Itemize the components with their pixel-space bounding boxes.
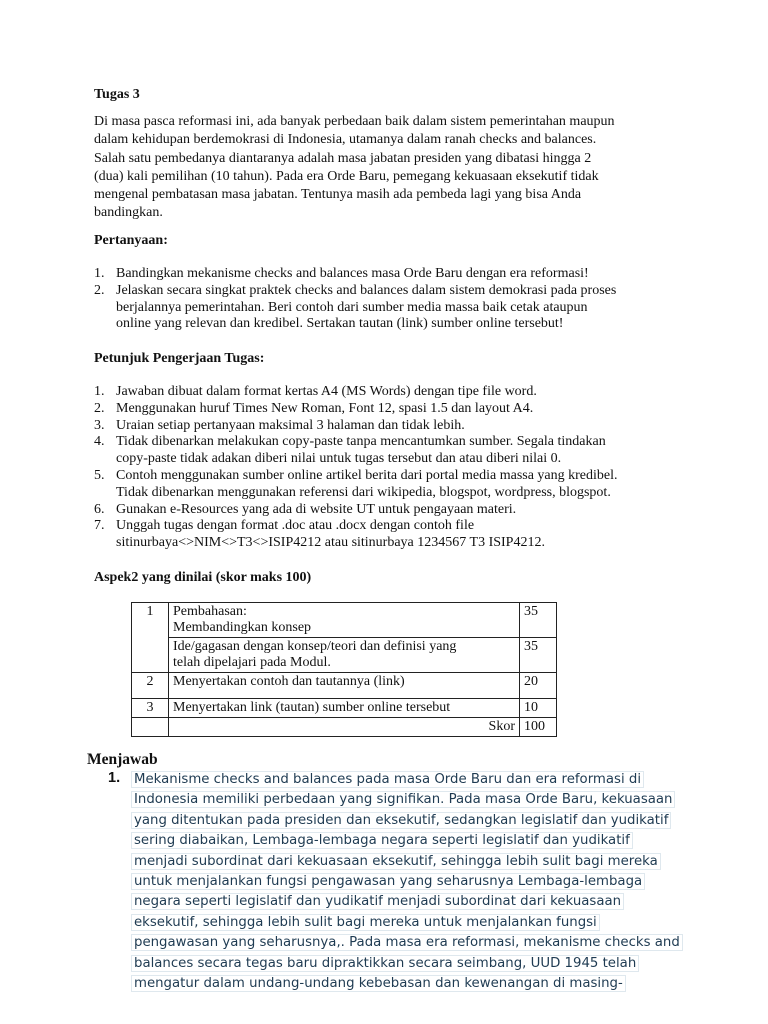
intro-line: Salah satu pembedanya diantaranya adalah masa jabatan presiden yang dibatasi hingga 2 bbox=[94, 150, 592, 166]
question-item bbox=[94, 266, 674, 283]
instruction-line: Menggunakan huruf Times New Roman, Font 12, spasi 1.5 dan layout A4. bbox=[116, 400, 534, 416]
row-description bbox=[169, 638, 520, 673]
intro-line: dalam kehidupan berdemokrasi di Indonesia, utamanya dalam ranah checks and balances. bbox=[94, 132, 597, 148]
instruction-item bbox=[94, 468, 674, 502]
answer-line bbox=[131, 831, 691, 851]
instruction-number: 6. bbox=[94, 501, 105, 517]
instruction-item bbox=[94, 434, 674, 468]
answer-line-text: yang ditentukan pada presiden dan eksekutif, sedangkan legislatif dan yudikatif bbox=[131, 812, 671, 829]
instruction-line: copy-paste tidak adakan diberi nilai untuk tugas tersebut dan atau diberi nilai 0. bbox=[116, 451, 562, 467]
answer-line-text: Mekanisme checks and balances pada masa Orde Baru dan era reformasi di bbox=[131, 771, 644, 788]
instruction-number: 4. bbox=[94, 434, 105, 450]
menjawab-heading: Menjawab bbox=[87, 751, 158, 768]
answer-line bbox=[131, 892, 691, 912]
instruction-number: 2. bbox=[94, 400, 105, 416]
answer-number: 1. bbox=[108, 770, 121, 786]
total-spacer bbox=[132, 718, 169, 737]
question-line: Jelaskan secara singkat praktek checks and balances dalam sistem demokrasi pada proses bbox=[116, 282, 617, 298]
row-number: 3 bbox=[132, 699, 169, 718]
intro-line: Di masa pasca reformasi ini, ada banyak perbedaan baik dalam sistem pemerintahan maupun bbox=[94, 114, 615, 129]
intro-paragraph bbox=[94, 113, 674, 223]
question-line: berjalannya pemerintahan. Beri contoh dari sumber media massa baik cetak ataupun bbox=[116, 299, 588, 315]
instruction-line: Contoh menggunakan sumber online artikel berita dari portal media massa yang kredibel. bbox=[116, 467, 618, 483]
intro-line: bandingkan. bbox=[94, 205, 163, 221]
instruction-number: 3. bbox=[94, 417, 105, 433]
question-number: 1. bbox=[94, 266, 105, 281]
description-line: Pembahasan: bbox=[173, 604, 247, 619]
description-line: telah dipelajari pada Modul. bbox=[173, 655, 331, 670]
question-line: online yang relevan dan kredibel. Sertakan tautan (link) sumber online tersebut! bbox=[116, 316, 564, 332]
table-row bbox=[132, 699, 557, 718]
table-row bbox=[132, 603, 557, 638]
instruction-line: Unggah tugas dengan format .doc atau .docx dengan contoh file bbox=[116, 518, 475, 534]
answer-line-text: mengatur dalam undang-undang kebebasan dan kewenangan di masing- bbox=[131, 975, 626, 992]
instruction-line: Tidak dibenarkan menggunakan referensi dari wikipedia, blogspot, wordpress, blogspot. bbox=[116, 484, 611, 500]
instruction-number: 5. bbox=[94, 467, 105, 483]
row-score: 20 bbox=[520, 673, 557, 699]
instruction-line: Uraian setiap pertanyaan maksimal 3 halaman dan tidak lebih. bbox=[116, 417, 465, 433]
answer-line-text: sering diabaikan, Lembaga-lembaga negara seperti legislatif dan yudikatif bbox=[131, 832, 633, 849]
instruction-number: 7. bbox=[94, 518, 105, 534]
instruction-item bbox=[94, 384, 674, 401]
instruction-item bbox=[94, 502, 674, 519]
instruction-item bbox=[94, 418, 674, 435]
answer-line bbox=[131, 811, 691, 831]
answer-line-text: balances secara tegas baru dipraktikkan secara seimbang, UUD 1945 telah bbox=[131, 955, 639, 972]
question-list bbox=[94, 266, 674, 333]
answer-line-text: Indonesia memiliki perbedaan yang signifikan. Pada masa Orde Baru, kekuasaan bbox=[131, 791, 675, 808]
row-score: 10 bbox=[520, 699, 557, 718]
answer-line bbox=[131, 974, 691, 994]
pertanyaan-heading: Pertanyaan: bbox=[94, 233, 168, 248]
answer-line-text: untuk menjalankan fungsi pengawasan yang seharusnya Lembaga-lembaga bbox=[131, 873, 645, 890]
answer-line bbox=[131, 790, 691, 810]
petunjuk-heading: Petunjuk Pengerjaan Tugas: bbox=[94, 351, 265, 366]
description-line: Membandingkan konsep bbox=[173, 620, 312, 635]
instruction-line: Gunakan e-Resources yang ada di website UT untuk pengayaan materi. bbox=[116, 501, 517, 517]
assignment-title: Tugas 3 bbox=[94, 87, 140, 102]
instruction-list bbox=[94, 384, 674, 552]
instruction-item bbox=[94, 401, 674, 418]
answer-line bbox=[131, 770, 691, 790]
answer-line bbox=[131, 872, 691, 892]
instruction-item bbox=[94, 518, 674, 552]
question-item bbox=[94, 283, 674, 333]
row-score: 35 bbox=[520, 603, 557, 638]
row-description: Menyertakan contoh dan tautannya (link) bbox=[169, 673, 520, 699]
question-number: 2. bbox=[94, 282, 105, 298]
table-row bbox=[132, 673, 557, 699]
row-number: 2 bbox=[132, 673, 169, 699]
scoring-table bbox=[131, 602, 557, 737]
answer-line bbox=[131, 852, 691, 872]
instruction-line: Tidak dibenarkan melakukan copy-paste tanpa mencantumkan sumber. Segala tindakan bbox=[116, 434, 606, 450]
table-row bbox=[132, 638, 557, 673]
total-row bbox=[132, 718, 557, 737]
instruction-line: Jawaban dibuat dalam format kertas A4 (MS Words) dengan tipe file word. bbox=[116, 384, 537, 399]
instruction-line: sitinurbaya<>NIM<>T3<>ISIP4212 atau sitinurbaya 1234567 T3 ISIP4212. bbox=[116, 535, 545, 551]
instruction-number: 1. bbox=[94, 384, 105, 399]
answer-line bbox=[131, 954, 691, 974]
total-label: Skor bbox=[169, 718, 520, 737]
total-value: 100 bbox=[520, 718, 557, 737]
answer-paragraph bbox=[131, 770, 691, 994]
row-description: Menyertakan link (tautan) sumber online tersebut bbox=[169, 699, 520, 718]
question-line: Bandingkan mekanisme checks and balances masa Orde Baru dengan era reformasi! bbox=[116, 266, 589, 281]
row-description bbox=[169, 603, 520, 638]
answer-line-text: pengawasan yang seharusnya,. Pada masa era reformasi, mekanisme checks and bbox=[131, 934, 683, 951]
intro-line: (dua) kali pemilihan (10 tahun). Pada era Orde Baru, pemegang kekuasaan eksekutif tidak bbox=[94, 168, 599, 184]
row-score: 35 bbox=[520, 638, 557, 673]
answer-line bbox=[131, 933, 691, 953]
answer-line bbox=[131, 913, 691, 933]
answer-line-text: menjadi subordinat dari kekuasaan eksekutif, sehingga lebih sulit bagi mereka bbox=[131, 853, 661, 870]
answer-line-text: eksekutif, sehingga lebih sulit bagi mereka untuk menjalankan fungsi bbox=[131, 914, 600, 931]
intro-line: mengenal pembatasan masa jabatan. Tentunya masih ada pembeda lagi yang bisa Anda bbox=[94, 187, 582, 203]
answer-line-text: negara seperti legislatif dan yudikatif menjadi subordinat dari kekuasaan bbox=[131, 893, 624, 910]
row-number: 1 bbox=[132, 603, 169, 673]
aspek-heading: Aspek2 yang dinilai (skor maks 100) bbox=[94, 570, 312, 585]
description-line: Ide/gagasan dengan konsep/teori dan definisi yang bbox=[173, 639, 457, 654]
